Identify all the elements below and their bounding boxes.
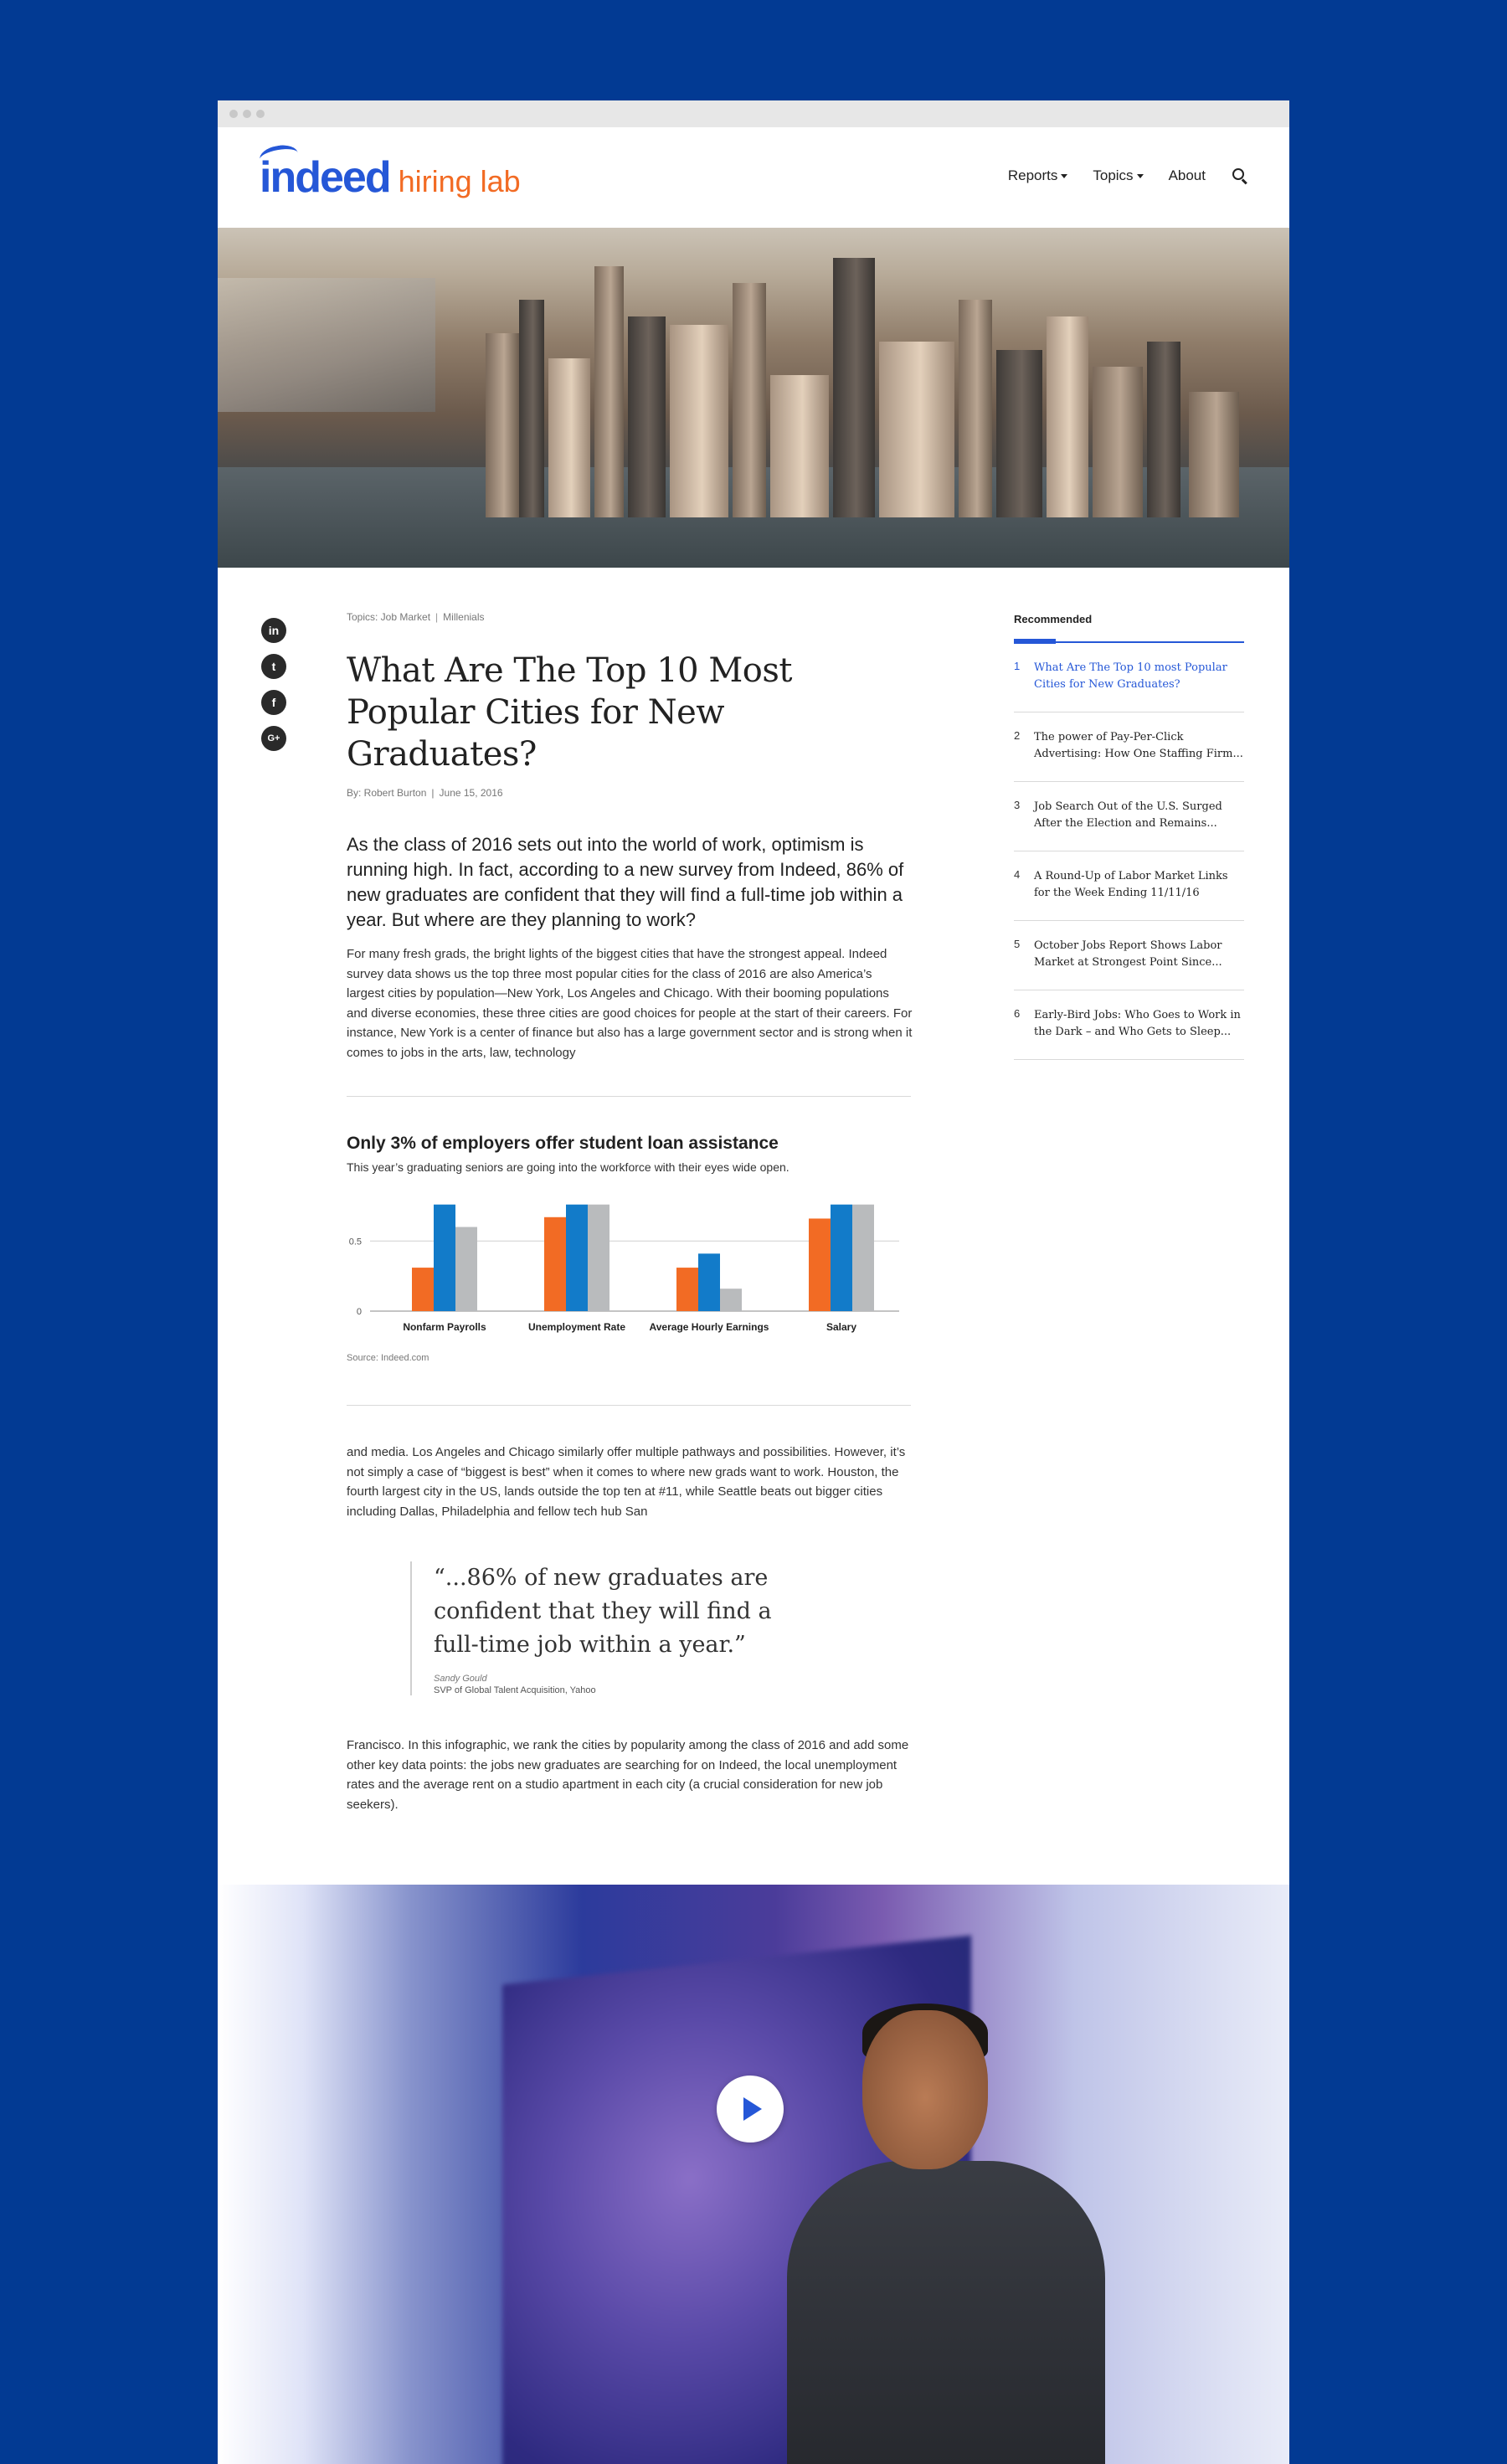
body-paragraph: and media. Los Angeles and Chicago similarly offer multiple pathways and possibilities. However, it’s not simply a case of “biggest is best” when it comes to where new grads want to work. Houston, the fourth largest city in the US, lands outside the top ten at #11, while Seattle beats out bigger cities including Dallas, Philadelphia and fellow tech hub San	[347, 1445, 906, 1519]
chart-bar	[412, 1268, 434, 1311]
window-dot[interactable]	[243, 110, 251, 118]
article-headline: What Are The Top 10 Most Popular Cities for New Graduates?	[347, 651, 792, 774]
quote-role: SVP of Global Talent Acquisition, Yahoo	[434, 1685, 596, 1695]
logo-indeed: indeed	[260, 152, 390, 203]
social-share	[261, 618, 286, 762]
twitter-icon[interactable]: t	[261, 654, 286, 679]
chart-bar	[720, 1289, 742, 1311]
chart-bar	[544, 1217, 566, 1311]
window-dot[interactable]	[256, 110, 265, 118]
play-icon	[743, 2097, 762, 2121]
chart-bar	[809, 1218, 831, 1311]
caret-down-icon	[1061, 174, 1067, 178]
nav-about[interactable]: About	[1168, 167, 1206, 183]
nav-reports[interactable]: Reports	[1008, 167, 1068, 184]
google-plus-icon[interactable]: G+	[261, 726, 286, 751]
body-paragraph: Francisco. In this infographic, we rank the cities by popularity among the class of 2016 and add some other key data points: the jobs new graduates are searching for on Indeed, the local unemployment rates and the average rent on a studio apartment in each city (a crucial consideration for new job seekers).	[347, 1738, 909, 1812]
article	[347, 611, 913, 1814]
author: By: Robert Burton	[347, 787, 427, 799]
main-nav	[983, 167, 1247, 184]
speaker-figure	[787, 2161, 1105, 2464]
pull-quote	[410, 1561, 913, 1695]
divider	[347, 1096, 911, 1097]
chart-bar	[566, 1205, 588, 1311]
chart-svg	[347, 1184, 913, 1351]
recommended-underline	[1014, 641, 1244, 643]
chart-bar	[434, 1205, 455, 1311]
linkedin-icon[interactable]: in	[261, 618, 286, 643]
window-dot[interactable]	[229, 110, 238, 118]
quote-text: “...86% of new graduates are confident that they will find a full-time job within a year.”	[434, 1565, 772, 1658]
chart-bar	[588, 1205, 609, 1311]
chart-title: Only 3% of employers offer student loan assistance	[347, 1134, 779, 1153]
y-tick-label: 0.5	[348, 1237, 362, 1247]
topic-link[interactable]: Millenials	[443, 611, 485, 623]
search-icon[interactable]	[1232, 168, 1247, 183]
x-tick-label: Unemployment Rate	[527, 1321, 626, 1333]
x-tick-label: Salary	[826, 1321, 857, 1333]
y-tick-label: 0	[356, 1307, 362, 1317]
body-paragraph: For many fresh grads, the bright lights of the biggest cities that have the strongest appeal. Indeed survey data shows us the top three most popular cities for the class of 2016 are also America’s largest cities by population—New York, Los Angeles and Chicago. With their booming populations and diverse economies, these three cities are good choices for people at the start of their careers. For instance, New York is a center of finance but also has a large government sector and is strong when it comes to jobs in the arts, law, technology	[347, 947, 913, 1060]
topics: Topics: Job Market | Millenials	[347, 611, 485, 623]
logo[interactable]	[260, 152, 521, 203]
byline: By: Robert Burton | June 15, 2016	[347, 787, 503, 799]
recommended-item[interactable]: 3 Job Search Out of the U.S. Surged After the Election and Remains...	[1014, 782, 1244, 851]
bar-chart	[347, 1184, 913, 1333]
divider	[347, 1405, 911, 1406]
chart-subtitle: This year’s graduating seniors are going into the workforce with their eyes wide open.	[347, 1160, 790, 1174]
chart-source: Source: Indeed.com	[347, 1353, 429, 1363]
recommended-item[interactable]: 4 A Round-Up of Labor Market Links for the Week Ending 11/11/16	[1014, 851, 1244, 921]
site-header	[218, 127, 1289, 228]
chart-bar	[831, 1205, 852, 1311]
caret-down-icon	[1137, 174, 1144, 178]
x-tick-label: Nonfarm Payrolls	[403, 1321, 486, 1333]
chart-bar	[455, 1227, 477, 1312]
x-tick-label: Average Hourly Earnings	[649, 1321, 769, 1333]
nav-topics[interactable]: Topics	[1093, 167, 1143, 184]
chart-bar	[698, 1253, 720, 1311]
play-button[interactable]	[717, 2076, 784, 2142]
recommended-item[interactable]: 2 The power of Pay-Per-Click Advertising: How One Staffing Firm...	[1014, 712, 1244, 782]
recommended-sidebar	[1014, 613, 1244, 1060]
hero-image	[218, 228, 1289, 568]
quote-author: Sandy Gould	[434, 1674, 487, 1684]
browser-chrome	[218, 100, 1289, 127]
topic-link[interactable]: Topics: Job Market	[347, 611, 431, 623]
publish-date: June 15, 2016	[439, 787, 503, 799]
lead-paragraph: As the class of 2016 sets out into the world of work, optimism is running high. In fact, according to a new survey from Indeed, 86% of new graduates are confident that they will find a full-time job within a year. But where are they planning to work?	[347, 834, 904, 930]
facebook-icon[interactable]: f	[261, 690, 286, 715]
recommended-item[interactable]: 5 October Jobs Report Shows Labor Market at Strongest Point Since...	[1014, 921, 1244, 990]
chart-bar	[852, 1205, 874, 1311]
chart-bar	[676, 1268, 698, 1311]
browser-window	[218, 100, 1289, 2464]
recommended-item[interactable]: 1 What Are The Top 10 most Popular Cities for New Graduates?	[1014, 643, 1244, 712]
logo-hiring-lab: hiring lab	[398, 164, 521, 198]
video-section	[218, 1885, 1289, 2464]
recommended-item[interactable]: 6 Early-Bird Jobs: Who Goes to Work in the Dark – and Who Gets to Sleep...	[1014, 990, 1244, 1060]
recommended-title: Recommended	[1014, 613, 1093, 625]
